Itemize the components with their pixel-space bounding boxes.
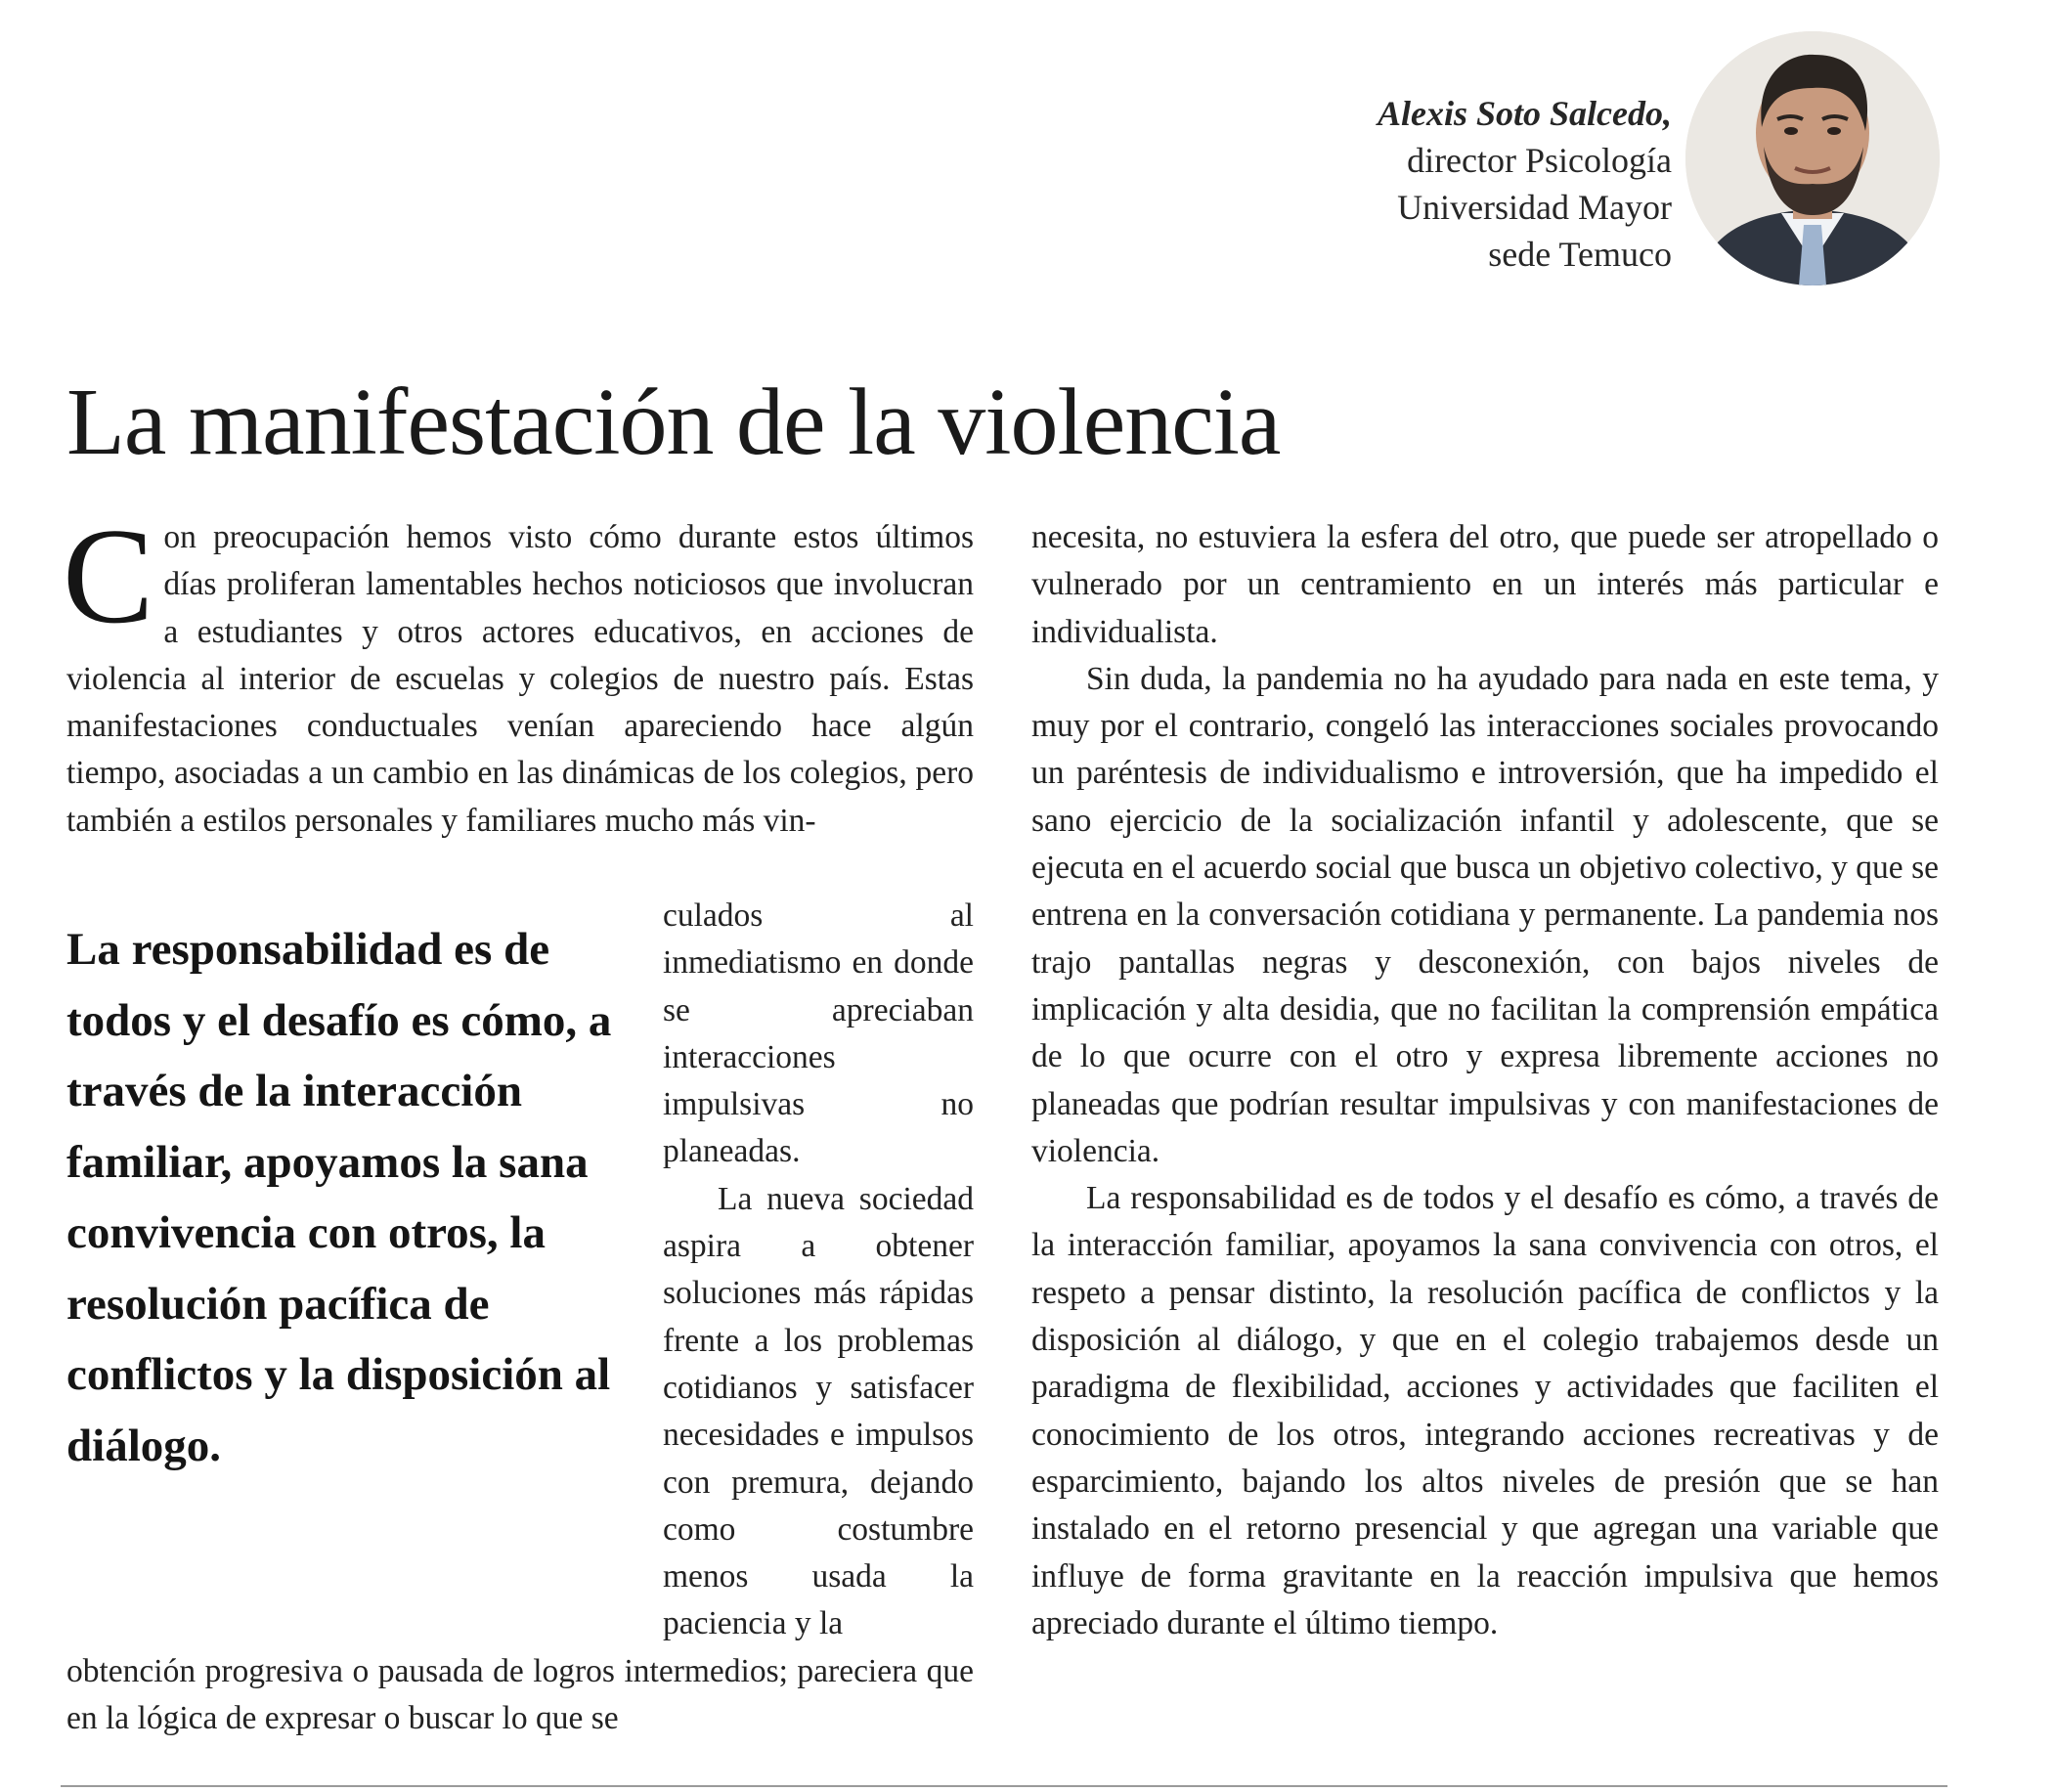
author-institution: Universidad Mayor <box>1397 188 1672 227</box>
article-headline: La manifestación de la violencia <box>66 370 1281 475</box>
author-campus: sede Temuco <box>1488 235 1672 274</box>
paragraph-4: La responsabilidad es de todos y el desafío es cómo, a través de la interacción familiar, apoyamos la sana convivencia con otros, el respeto a pensar distinto, la resolución pacífica de conflictos y la disposición al diálogo, y que en el colegio trabajemos desde un paradigma de flexibilidad, acciones y actividades que faciliten el conocimiento de los otros, integrando acciones recreativas y de esparcimiento, bajando los altos niveles de presión que se han instalado en el retorno presencial y que agregan una variable que influye de forma gravitante en la reacción impulsiva que hemos apreciado durante el último tiempo. <box>1031 1180 1939 1641</box>
author-byline <box>1378 90 1672 278</box>
bottom-divider <box>61 1785 1947 1787</box>
paragraph-2: La nueva sociedad aspira a obtener soluciones más rápidas frente a los problemas cotidianos y satisfacer necesidades e impulsos con premura, dejando como costumbre menos usada la paciencia y la <box>663 1180 974 1642</box>
paragraph-3: Sin duda, la pandemia no ha ayudado para nada en este tema, y muy por el contrario, congeló las interacciones sociales provocando un paréntesis de individualismo e introversión, que ha impedido el sano ejercicio de la socialización infantil y adolescente, que se ejecuta en el acuerdo social que busca un objetivo colectivo, y que se entrena en la conversación cotidiana y permanente. La pandemia nos trajo pantallas negras y desconexión, con bajos niveles de implicación y alta desidia, que no facilitan la comprensión empática de lo que ocurre con el otro y expresa libremente acciones no planeadas que podrían resultar impulsivas y con manifestaciones de violencia. <box>1031 660 1939 1169</box>
paragraph-2-continued: obtención progresiva o pausada de logros intermedios; pareciera que en la lógica de expresar o buscar lo que se <box>66 1653 974 1737</box>
drop-cap: C <box>63 501 154 652</box>
paragraph-2-end: necesita, no estuviera la esfera del otro, que puede ser atropellado o vulnerado por un centramiento en un interés más particular e individualista. <box>1031 519 1939 650</box>
article-column-2 <box>1031 514 1939 1647</box>
pull-quote: La responsabilidad es de todos y el desafío es cómo, a través de la interacción familiar, apoyamos la sana convivencia con otros, la resolución pacífica de conflictos y la disposición al diálogo. <box>66 924 612 1471</box>
author-role: director Psicología <box>1407 141 1672 180</box>
author-portrait <box>1685 31 1940 285</box>
paragraph-1-continued: culados al inmediatismo en donde se apreciaban interacciones impulsivas no planeadas. <box>663 897 974 1170</box>
article-column-1-top <box>63 501 974 845</box>
article-column-1-narrow <box>663 893 974 1648</box>
author-name: Alexis Soto Salcedo, <box>1377 94 1672 133</box>
author-photo <box>1685 31 1940 285</box>
article-column-1-bottom <box>66 1648 974 1743</box>
paragraph-1-opening: on preocupación hemos visto cómo durante estos últimos días proliferan lamentables hechos noticiosos que involucran a estudiantes y otros actores educativos, en acciones de violencia al interior de escuelas y colegios de nuestro país. Estas manifestaciones conductuales venían apareciendo hace algún tiempo, asociadas a un cambio en las dinámicas de los colegios, pero también a estilos personales y familiares mucho más vin- <box>66 519 974 839</box>
